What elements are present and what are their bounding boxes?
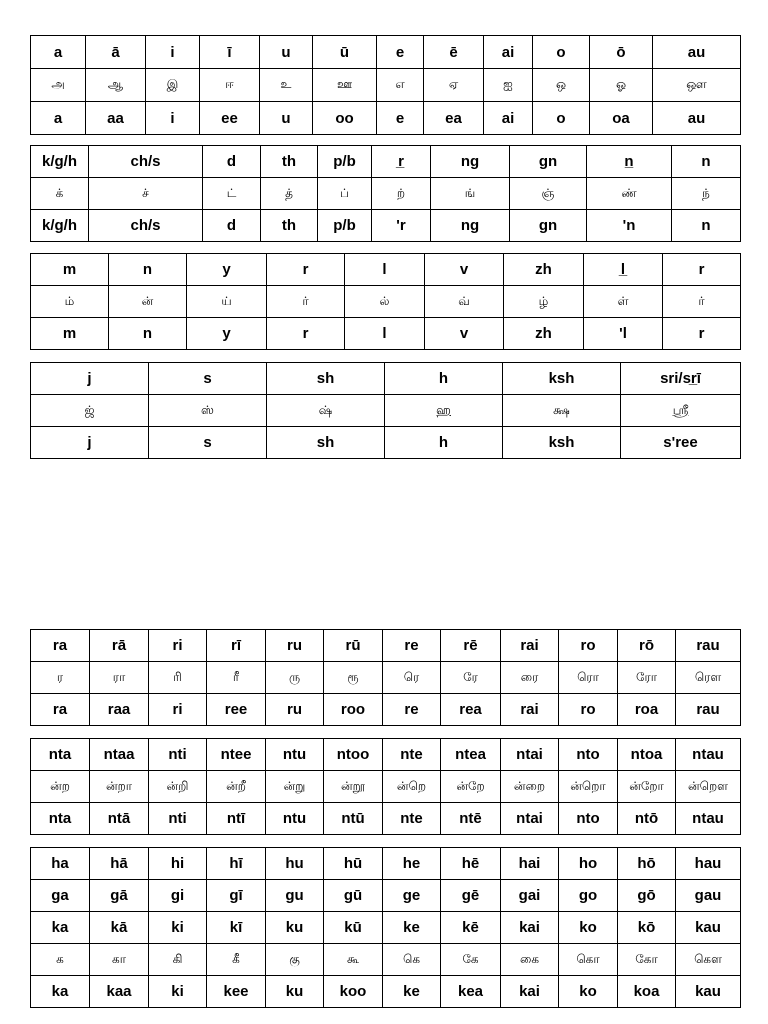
table-cell: hai [501, 848, 559, 880]
table-cell: ā [86, 36, 146, 69]
table-cell: ntī [207, 803, 266, 835]
table-cell: n [109, 254, 187, 286]
table-cell: 'n [587, 210, 672, 242]
table-cell: ந் [672, 178, 741, 210]
table-cell: n [672, 146, 741, 178]
consonants-row [31, 178, 741, 210]
table-cell: ch/s [89, 210, 203, 242]
table-cell: nta [31, 803, 90, 835]
table-cell: e [377, 36, 424, 69]
table-cell: ha [31, 848, 90, 880]
table-cell: s [149, 363, 267, 395]
table-cell: ரி [149, 662, 207, 694]
table-cell: ra [31, 694, 90, 726]
table-cell: l [345, 318, 425, 350]
table-cell: ee [200, 102, 260, 135]
table-cell: he [383, 848, 441, 880]
table-cell: r [663, 318, 741, 350]
table-cell: ntai [501, 739, 559, 771]
table-cell: au [653, 36, 741, 69]
table-cell: கீ [207, 944, 266, 976]
table-cell: rū [324, 630, 383, 662]
table-cell: ro [559, 694, 618, 726]
table-cell: gau [676, 880, 741, 912]
table-cell: ஒ [533, 69, 590, 102]
table-cell: ke [383, 912, 441, 944]
table-cell: ப் [318, 178, 372, 210]
table-cell: kē [441, 912, 501, 944]
table-cell: gu [266, 880, 324, 912]
table-cell: kee [207, 976, 266, 1008]
grantha-row [31, 427, 741, 459]
nta-series-row [31, 739, 741, 771]
table-cell: ra [31, 630, 90, 662]
table-cell: ரொ [559, 662, 618, 694]
consonants-row [31, 318, 741, 350]
nta-series-row [31, 803, 741, 835]
table-cell: ன்றே [441, 771, 501, 803]
table-cell: ரௌ [676, 662, 741, 694]
table-cell: ம் [31, 286, 109, 318]
table-cell: nte [383, 739, 441, 771]
table-cell: ntai [501, 803, 559, 835]
table-cell: hū [324, 848, 383, 880]
table-cell: ch/s [89, 146, 203, 178]
table-cell: ஓ [590, 69, 653, 102]
hgk-series-row [31, 912, 741, 944]
table-cell: sri/sr̲ī [621, 363, 741, 395]
table-cell: gai [501, 880, 559, 912]
table-cell: ன்றோ [618, 771, 676, 803]
r-series-row [31, 694, 741, 726]
table-cell: ksh [503, 363, 621, 395]
table-cell: kai [501, 976, 559, 1008]
table-cell: ki [149, 976, 207, 1008]
vowels-row [31, 69, 741, 102]
table-cell: n [109, 318, 187, 350]
table-cell: zh [504, 254, 584, 286]
table-cell: gā [90, 880, 149, 912]
table-cell: v [425, 318, 504, 350]
table-cell: ள் [584, 286, 663, 318]
table-cell: ng [431, 210, 510, 242]
r-series-table [30, 629, 741, 726]
table-cell: p/b [318, 146, 372, 178]
table-cell: kea [441, 976, 501, 1008]
table-cell: கோ [618, 944, 676, 976]
table-cell: th [261, 210, 318, 242]
table-cell: ஏ [424, 69, 484, 102]
table-cell: ro [559, 630, 618, 662]
vowels-row [31, 36, 741, 69]
table-cell: ஸ் [149, 395, 267, 427]
table-cell: ntau [676, 739, 741, 771]
nta-series-row [31, 771, 741, 803]
table-cell: ன்றொ [559, 771, 618, 803]
table-cell: kō [618, 912, 676, 944]
table-cell: rau [676, 694, 741, 726]
table-cell: s [149, 427, 267, 459]
table-cell: rō [618, 630, 676, 662]
table-cell: ho [559, 848, 618, 880]
table-cell: ri [149, 630, 207, 662]
table-cell: oa [590, 102, 653, 135]
table-cell: ntā [90, 803, 149, 835]
table-cell: au [653, 102, 741, 135]
table-cell: கா [90, 944, 149, 976]
table-cell: ai [484, 102, 533, 135]
table-cell: y [187, 254, 267, 286]
nta-series-table [30, 738, 741, 835]
table-cell: r [267, 254, 345, 286]
table-cell: zh [504, 318, 584, 350]
table-cell: a [31, 36, 86, 69]
table-cell: கெ [383, 944, 441, 976]
table-cell: ru [266, 694, 324, 726]
table-cell: ke [383, 976, 441, 1008]
table-cell: nti [149, 803, 207, 835]
consonants-table-2 [30, 253, 741, 350]
table-cell: rai [501, 630, 559, 662]
table-cell: க் [31, 178, 89, 210]
table-cell: hi [149, 848, 207, 880]
table-cell: kaa [90, 976, 149, 1008]
table-cell: hō [618, 848, 676, 880]
table-cell: ன்றெ [383, 771, 441, 803]
table-cell: ஷ் [267, 395, 385, 427]
table-cell: l̲ [584, 254, 663, 286]
table-cell: 'r [372, 210, 431, 242]
table-cell: ஜ் [31, 395, 149, 427]
table-cell: ū [313, 36, 377, 69]
table-cell: gī [207, 880, 266, 912]
grantha-row [31, 395, 741, 427]
table-cell: ko [559, 976, 618, 1008]
table-cell: உ [260, 69, 313, 102]
table-cell: ntea [441, 739, 501, 771]
hgk-series-row [31, 944, 741, 976]
table-cell: gi [149, 880, 207, 912]
table-cell: கு [266, 944, 324, 976]
table-cell: க்ஷ [503, 395, 621, 427]
table-cell: கூ [324, 944, 383, 976]
table-cell: r [663, 254, 741, 286]
table-cell: rea [441, 694, 501, 726]
table-cell: hā [90, 848, 149, 880]
table-cell: ree [207, 694, 266, 726]
table-cell: nti [149, 739, 207, 771]
table-cell: hau [676, 848, 741, 880]
table-cell: gū [324, 880, 383, 912]
table-cell: j [31, 427, 149, 459]
table-cell: ல் [345, 286, 425, 318]
table-cell: ன் [109, 286, 187, 318]
table-cell: oo [313, 102, 377, 135]
hgk-series-row [31, 848, 741, 880]
table-cell: கொ [559, 944, 618, 976]
table-cell: ē [424, 36, 484, 69]
table-cell: ntoa [618, 739, 676, 771]
hgk-series-row [31, 976, 741, 1008]
table-cell: ku [266, 912, 324, 944]
table-cell: i [146, 36, 200, 69]
table-cell: ரா [90, 662, 149, 694]
table-cell: h [385, 363, 503, 395]
table-cell: கை [501, 944, 559, 976]
table-cell: go [559, 880, 618, 912]
table-cell: ஈ [200, 69, 260, 102]
table-cell: ksh [503, 427, 621, 459]
table-cell: ka [31, 912, 90, 944]
table-cell: ங் [431, 178, 510, 210]
table-cell: அ [31, 69, 86, 102]
table-cell: rai [501, 694, 559, 726]
table-cell: gn [510, 146, 587, 178]
table-cell: sh [267, 363, 385, 395]
table-cell: இ [146, 69, 200, 102]
table-cell: hu [266, 848, 324, 880]
table-cell: ரு [266, 662, 324, 694]
table-cell: ன்றா [90, 771, 149, 803]
table-cell: re [383, 630, 441, 662]
consonants-table-1 [30, 145, 741, 242]
table-cell: ர [31, 662, 90, 694]
table-cell: 'l [584, 318, 663, 350]
table-cell: d [203, 146, 261, 178]
table-cell: o [533, 102, 590, 135]
table-cell: ஞ் [510, 178, 587, 210]
table-cell: th [261, 146, 318, 178]
consonants-row [31, 146, 741, 178]
table-cell: koo [324, 976, 383, 1008]
table-cell: ன்றௌ [676, 771, 741, 803]
table-cell: kū [324, 912, 383, 944]
table-cell: j [31, 363, 149, 395]
table-cell: ea [424, 102, 484, 135]
r-series-row [31, 662, 741, 694]
table-cell: ரெ [383, 662, 441, 694]
table-cell: ī [200, 36, 260, 69]
table-cell: v [425, 254, 504, 286]
table-cell: i [146, 102, 200, 135]
table-cell: kau [676, 912, 741, 944]
table-cell: ntu [266, 739, 324, 771]
table-cell: ntee [207, 739, 266, 771]
table-cell: a [31, 102, 86, 135]
table-cell: வ் [425, 286, 504, 318]
table-cell: o [533, 36, 590, 69]
table-cell: ntau [676, 803, 741, 835]
table-cell: roo [324, 694, 383, 726]
table-cell: ன்று [266, 771, 324, 803]
table-cell: ntaa [90, 739, 149, 771]
table-cell: re [383, 694, 441, 726]
table-cell: ழ் [504, 286, 584, 318]
table-cell: ng [431, 146, 510, 178]
table-cell: ga [31, 880, 90, 912]
table-cell: n̲ [587, 146, 672, 178]
table-cell: ō [590, 36, 653, 69]
table-cell: d [203, 210, 261, 242]
table-cell: e [377, 102, 424, 135]
r-series-row [31, 630, 741, 662]
table-cell: ntū [324, 803, 383, 835]
table-cell: gō [618, 880, 676, 912]
table-cell: கௌ [676, 944, 741, 976]
table-cell: gē [441, 880, 501, 912]
table-cell: kau [676, 976, 741, 1008]
table-cell: ntē [441, 803, 501, 835]
hgk-series-table [30, 847, 741, 1008]
table-cell: ர் [663, 286, 741, 318]
table-cell: kai [501, 912, 559, 944]
table-cell: ge [383, 880, 441, 912]
table-cell: sh [267, 427, 385, 459]
table-cell: k/g/h [31, 146, 89, 178]
table-cell: k/g/h [31, 210, 89, 242]
hgk-series-row [31, 880, 741, 912]
consonants-row [31, 286, 741, 318]
table-cell: ச் [89, 178, 203, 210]
table-cell: nto [559, 803, 618, 835]
table-cell: koa [618, 976, 676, 1008]
table-cell: ஹ [385, 395, 503, 427]
table-cell: rē [441, 630, 501, 662]
table-cell: ku [266, 976, 324, 1008]
grantha-row [31, 363, 741, 395]
table-cell: ன்றை [501, 771, 559, 803]
vowels-table [30, 35, 741, 135]
table-cell: u [260, 36, 313, 69]
table-cell: ற் [372, 178, 431, 210]
table-cell: kī [207, 912, 266, 944]
table-cell: r̲ [372, 146, 431, 178]
table-cell: ட் [203, 178, 261, 210]
table-cell: ன்ற [31, 771, 90, 803]
table-cell: ntu [266, 803, 324, 835]
table-cell: rau [676, 630, 741, 662]
table-cell: ntō [618, 803, 676, 835]
table-cell: aa [86, 102, 146, 135]
table-cell: nta [31, 739, 90, 771]
table-cell: m [31, 254, 109, 286]
table-cell: ஆ [86, 69, 146, 102]
table-cell: ர் [267, 286, 345, 318]
table-cell: u [260, 102, 313, 135]
table-cell: l [345, 254, 425, 286]
table-cell: nte [383, 803, 441, 835]
table-cell: kā [90, 912, 149, 944]
table-cell: rā [90, 630, 149, 662]
table-cell: r [267, 318, 345, 350]
table-cell: ntoo [324, 739, 383, 771]
table-cell: ka [31, 976, 90, 1008]
table-cell: ai [484, 36, 533, 69]
table-cell: ண் [587, 178, 672, 210]
table-cell: த் [261, 178, 318, 210]
table-cell: ய் [187, 286, 267, 318]
table-cell: ru [266, 630, 324, 662]
table-cell: க [31, 944, 90, 976]
table-cell: p/b [318, 210, 372, 242]
table-cell: nto [559, 739, 618, 771]
table-cell: raa [90, 694, 149, 726]
table-cell: ஸ்ரீ [621, 395, 741, 427]
table-cell: ஐ [484, 69, 533, 102]
table-cell: h [385, 427, 503, 459]
table-cell: ரை [501, 662, 559, 694]
table-cell: ன்றூ [324, 771, 383, 803]
table-cell: எ [377, 69, 424, 102]
table-cell: ஊ [313, 69, 377, 102]
table-cell: gn [510, 210, 587, 242]
table-cell: ko [559, 912, 618, 944]
consonants-row [31, 254, 741, 286]
table-cell: ரீ [207, 662, 266, 694]
table-cell: y [187, 318, 267, 350]
table-cell: m [31, 318, 109, 350]
consonants-row [31, 210, 741, 242]
grantha-table [30, 362, 741, 459]
table-cell: s'ree [621, 427, 741, 459]
table-cell: roa [618, 694, 676, 726]
table-cell: ன்றி [149, 771, 207, 803]
table-cell: hē [441, 848, 501, 880]
table-cell: ரூ [324, 662, 383, 694]
table-cell: ன்றீ [207, 771, 266, 803]
table-cell: n [672, 210, 741, 242]
vowels-row [31, 102, 741, 135]
table-cell: கி [149, 944, 207, 976]
table-cell: hī [207, 848, 266, 880]
table-cell: ரோ [618, 662, 676, 694]
table-cell: ஔ [653, 69, 741, 102]
table-cell: rī [207, 630, 266, 662]
table-cell: ki [149, 912, 207, 944]
table-cell: ri [149, 694, 207, 726]
table-cell: ரே [441, 662, 501, 694]
table-cell: கே [441, 944, 501, 976]
